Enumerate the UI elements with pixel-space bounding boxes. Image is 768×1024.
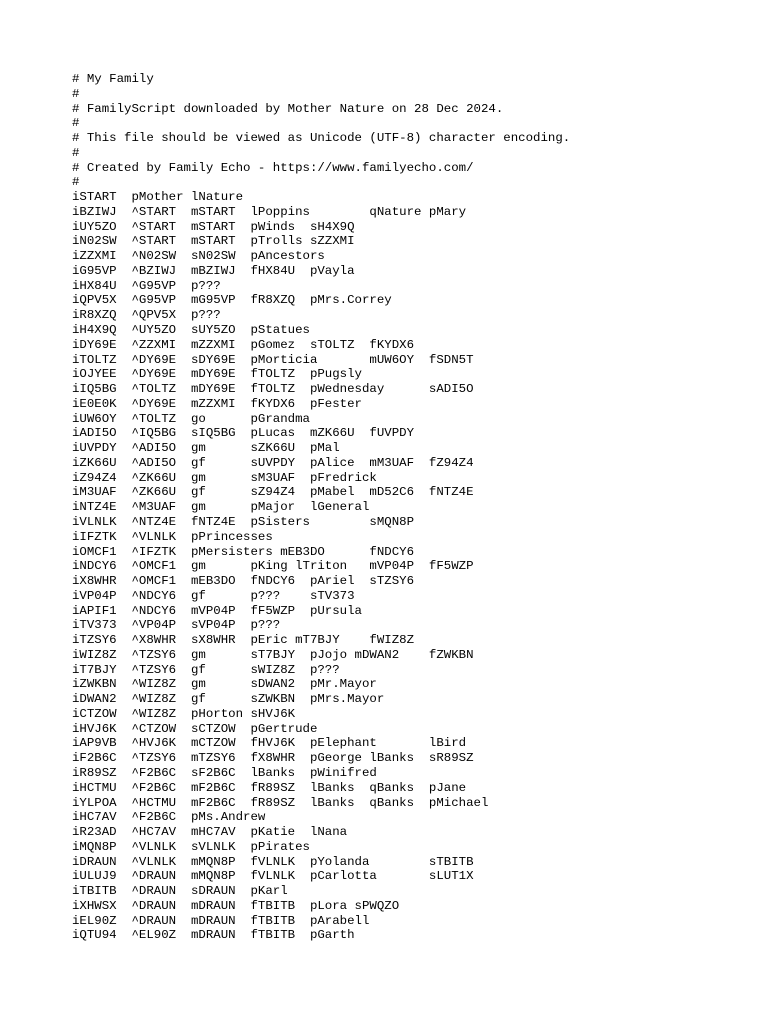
record-line: iMQN8P ^VLNLK sVLNLK pPirates: [72, 839, 310, 854]
record-line: iULUJ9 ^DRAUN mMQN8P fVLNLK pCarlotta sLUT1X: [72, 869, 474, 884]
record-line: iIQ5BG ^TOLTZ mDY69E fTOLTZ pWednesday sADI5O: [72, 382, 474, 397]
record-line: iTZSY6 ^X8WHR sX8WHR pEric mT7BJY fWIZ8Z: [72, 633, 415, 648]
record-line: iTV373 ^VP04P sVP04P p???: [72, 618, 281, 633]
record-line: iIFZTK ^VLNLK pPrincesses: [72, 529, 273, 544]
record-line: iG95VP ^BZIWJ mBZIWJ fHX84U pVayla: [72, 263, 355, 278]
record-line: iR89SZ ^F2B6C sF2B6C lBanks pWinifred: [72, 765, 377, 780]
record-line: iNTZ4E ^M3UAF gm pMajor lGeneral: [72, 500, 370, 515]
record-line: iDY69E ^ZZXMI mZZXMI pGomez sTOLTZ fKYDX6: [72, 337, 415, 352]
record-line: iZWKBN ^WIZ8Z gm sDWAN2 pMr.Mayor: [72, 677, 377, 692]
comment-line: # Created by Family Echo - https://www.familyecho.com/: [72, 160, 474, 175]
record-line: iEL90Z ^DRAUN mDRAUN fTBITB pArabell: [72, 913, 370, 928]
record-line: iE0E0K ^DY69E mZZXMI fKYDX6 pFester: [72, 396, 362, 411]
comment-line: # This file should be viewed as Unicode (UTF-8) character encoding.: [72, 131, 571, 146]
record-line: iUW6OY ^TOLTZ go pGrandma: [72, 411, 310, 426]
comment-line: #: [72, 145, 80, 160]
comment-line: #: [72, 175, 80, 190]
record-line: iOJYEE ^DY69E mDY69E fTOLTZ pPugsly: [72, 367, 362, 382]
record-line: iVP04P ^NDCY6 gf p??? sTV373: [72, 588, 355, 603]
comment-line: #: [72, 86, 80, 101]
comment-line: # FamilyScript downloaded by Mother Nature on 28 Dec 2024.: [72, 101, 504, 116]
record-line: iM3UAF ^ZK66U gf sZ94Z4 pMabel mD52C6 fNTZ4E: [72, 485, 474, 500]
record-line: iF2B6C ^TZSY6 mTZSY6 fX8WHR pGeorge lBanks sR89SZ: [72, 751, 474, 766]
record-line: iAPIF1 ^NDCY6 mVP04P fF5WZP pUrsula: [72, 603, 362, 618]
record-line: iZZXMI ^N02SW sN02SW pAncestors: [72, 249, 325, 264]
comment-line: # My Family: [72, 72, 154, 86]
record-line: iQTU94 ^EL90Z mDRAUN fTBITB pGarth: [72, 928, 355, 943]
record-line: iYLPOA ^HCTMU mF2B6C fR89SZ lBanks qBanks pMichael: [72, 795, 489, 810]
record-line: iDWAN2 ^WIZ8Z gf sZWKBN pMrs.Mayor: [72, 692, 385, 707]
record-line: iWIZ8Z ^TZSY6 gm sT7BJY pJojo mDWAN2 fZWKBN: [72, 647, 474, 662]
record-line: iVLNLK ^NTZ4E fNTZ4E pSisters sMQN8P: [72, 514, 415, 529]
record-line: iQPV5X ^G95VP mG95VP fR8XZQ pMrs.Correy: [72, 293, 392, 308]
record-line: iXHWSX ^DRAUN mDRAUN fTBITB pLora sPWQZO: [72, 898, 400, 913]
record-line: iUY5ZO ^START mSTART pWinds sH4X9Q: [72, 219, 355, 234]
record-line: iT7BJY ^TZSY6 gf sWIZ8Z p???: [72, 662, 340, 677]
record-line: iR23AD ^HC7AV mHC7AV pKatie lNana: [72, 825, 348, 840]
family-script-document: [72, 72, 570, 943]
record-line: iTBITB ^DRAUN sDRAUN pKarl: [72, 884, 288, 899]
record-line: iZ94Z4 ^ZK66U gm sM3UAF pFredrick: [72, 470, 377, 485]
record-line: iHVJ6K ^CTZOW sCTZOW pGertrude: [72, 721, 318, 736]
record-line: iBZIWJ ^START mSTART lPoppins qNature pMary: [72, 204, 467, 219]
record-line: iAP9VB ^HVJ6K mCTZOW fHVJ6K pElephant lBird: [72, 736, 467, 751]
record-line: iSTART pMother lNature: [72, 190, 244, 205]
record-line: iOMCF1 ^IFZTK pMersisters mEB3DO fNDCY6: [72, 544, 415, 559]
record-line: iADI5O ^IQ5BG sIQ5BG pLucas mZK66U fUVPDY: [72, 426, 415, 441]
record-line: iR8XZQ ^QPV5X p???: [72, 308, 221, 323]
record-line: iCTZOW ^WIZ8Z pHorton sHVJ6K: [72, 706, 296, 721]
record-line: iUVPDY ^ADI5O gm sZK66U pMal: [72, 441, 340, 456]
record-line: iNDCY6 ^OMCF1 gm pKing lTriton mVP04P fF5WZP: [72, 559, 474, 574]
record-line: iHCTMU ^F2B6C mF2B6C fR89SZ lBanks qBanks pJane: [72, 780, 467, 795]
comment-line: #: [72, 116, 80, 131]
record-line: iTOLTZ ^DY69E sDY69E pMorticia mUW6OY fSDN5T: [72, 352, 474, 367]
record-line: iZK66U ^ADI5O gf sUVPDY pAlice mM3UAF fZ94Z4: [72, 455, 474, 470]
record-line: iHX84U ^G95VP p???: [72, 278, 221, 293]
record-line: iHC7AV ^F2B6C pMs.Andrew: [72, 810, 266, 825]
record-line: iN02SW ^START mSTART pTrolls sZZXMI: [72, 234, 355, 249]
record-line: iX8WHR ^OMCF1 mEB3DO fNDCY6 pAriel sTZSY6: [72, 574, 415, 589]
record-line: iH4X9Q ^UY5ZO sUY5ZO pStatues: [72, 323, 310, 338]
record-line: iDRAUN ^VLNLK mMQN8P fVLNLK pYolanda sTBITB: [72, 854, 474, 869]
